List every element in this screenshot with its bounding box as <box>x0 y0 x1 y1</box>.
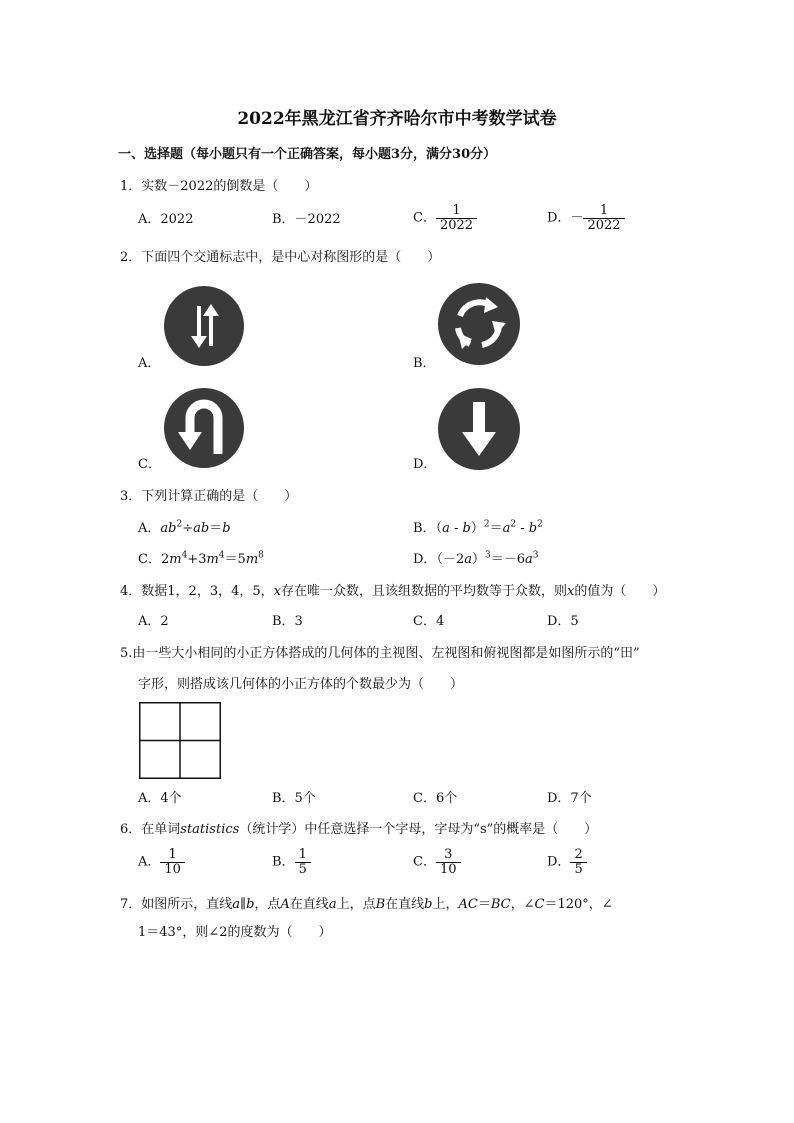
question-4-stem <box>120 584 665 600</box>
exponent: 8 <box>258 550 264 561</box>
exponent: 2 <box>176 519 183 530</box>
exponent: 2 <box>510 519 517 530</box>
tian-grid-figure <box>139 702 221 779</box>
question-2-option-b: B． <box>413 356 436 371</box>
variable: b <box>246 897 255 912</box>
paren: ） <box>470 521 484 536</box>
question-2-stem: 2．下面四个交通标志中，是中心对称图形的是（ ） <box>120 250 441 265</box>
operator: - <box>449 521 463 536</box>
expr: b <box>528 521 538 536</box>
question-6-option-d <box>547 848 587 877</box>
stem-text: 上，点 <box>336 897 376 912</box>
fraction <box>436 848 461 877</box>
fraction <box>570 848 586 877</box>
fraction-numerator: 3 <box>444 847 453 862</box>
variable: B <box>375 897 386 912</box>
option-label: D． <box>547 854 571 870</box>
variable: a <box>328 897 337 912</box>
expr: a <box>464 552 472 567</box>
option-label: B． <box>272 854 295 870</box>
fraction-denominator: 2022 <box>583 218 624 233</box>
stem-text: ，∠ <box>510 897 535 912</box>
exponent: 4 <box>181 550 188 561</box>
question-3-option-c <box>138 552 264 568</box>
minus-sign: － <box>570 210 584 226</box>
stem-text: 上， <box>432 897 459 912</box>
question-5-option-d: D．7个 <box>547 791 592 806</box>
page-title: 2022年黑龙江省齐齐哈尔市中考数学试卷 <box>237 109 557 129</box>
exponent: 2 <box>483 519 490 530</box>
question-5-option-b: B．5个 <box>272 791 316 806</box>
question-3-option-a <box>138 521 231 537</box>
stem-text: （统计学）中任意选择一个字母，字母为“s”的概率是（ ） <box>239 822 598 837</box>
question-2-option-a: A． <box>138 356 161 371</box>
expr: a <box>502 521 511 536</box>
fraction-denominator: 10 <box>436 862 461 877</box>
variable: a <box>232 897 241 912</box>
question-4-option-c: C．4 <box>413 614 445 629</box>
operator: ＝ <box>489 521 503 536</box>
expr: m <box>169 552 182 567</box>
exponent: 2 <box>537 519 543 530</box>
question-5-option-c: C．6个 <box>413 791 458 806</box>
question-2-option-d: D． <box>413 457 437 472</box>
stem-text: 6．在单词 <box>120 822 181 837</box>
section-heading: 一、选择题（每小题只有一个正确答案，每小题3分，满分30分） <box>118 147 497 162</box>
question-7-stem-line2: 1＝43°，则∠2的度数为（ ） <box>138 925 332 940</box>
fraction-denominator: 2022 <box>436 218 477 233</box>
variable: b <box>424 897 433 912</box>
variable: x <box>567 584 575 599</box>
variable: x <box>273 584 281 599</box>
fraction <box>295 848 311 877</box>
question-4-option-d: D．5 <box>547 614 579 629</box>
expr: a <box>442 521 450 536</box>
question-5-stem-line1: 5.由一些大小相同的小正方体搭成的几何体的主视图、左视图和俯视图都是如图所示的“田” <box>120 646 640 661</box>
expr: m <box>245 552 259 567</box>
fraction-numerator: 1 <box>168 847 177 862</box>
question-1-option-c <box>413 204 477 233</box>
question-3-option-d <box>413 552 539 568</box>
stem-text: ∥ <box>240 897 247 912</box>
option-label: B． <box>413 521 436 536</box>
option-label: A． <box>138 854 161 870</box>
exponent: 3 <box>532 550 539 561</box>
question-1-option-d <box>547 204 625 233</box>
coef: 2 <box>160 552 170 567</box>
two-way-arrows-icon <box>164 286 244 366</box>
down-arrow-icon <box>438 388 520 470</box>
paren: （ <box>435 521 443 536</box>
question-2-option-c: C． <box>138 457 161 472</box>
question-6-stem <box>120 822 597 838</box>
question-5-stem-line2: 字形，则搭成该几何体的小正方体的个数最少为（ ） <box>138 677 464 692</box>
expr: ab <box>193 521 210 536</box>
stem-text: ，点 <box>254 897 281 912</box>
word: statistics <box>180 822 240 837</box>
stem-text: 4．数据1，2，3，4，5， <box>120 584 274 599</box>
operator: ＝－6 <box>490 552 526 567</box>
question-6-option-c <box>413 848 461 877</box>
question-4-option-a: A．2 <box>138 614 169 629</box>
operator: - <box>516 521 529 536</box>
paren: （－2 <box>436 552 465 567</box>
fraction-denominator: 10 <box>160 862 185 877</box>
fraction <box>160 848 185 877</box>
fraction <box>583 204 624 233</box>
operator: ＝5 <box>224 552 246 567</box>
option-label: D． <box>413 552 437 567</box>
paren: ） <box>471 552 485 567</box>
question-3-option-b <box>413 521 543 537</box>
option-label: D． <box>547 210 571 226</box>
u-turn-icon <box>164 388 244 468</box>
expr: b <box>222 521 231 536</box>
expr: ab <box>160 521 177 536</box>
expr: a <box>525 552 533 567</box>
option-label: C． <box>413 854 436 870</box>
question-7-stem-line1 <box>120 897 613 913</box>
option-label: A． <box>138 521 161 536</box>
stem-text: 7．如图所示，直线 <box>120 897 233 912</box>
question-1-option-b: B．－2022 <box>272 212 341 227</box>
fraction-numerator: 2 <box>574 847 583 862</box>
fraction <box>436 204 477 233</box>
question-6-option-b <box>272 848 311 877</box>
exponent: 3 <box>485 550 491 561</box>
roundabout-icon <box>438 283 520 365</box>
variable: AC <box>458 897 478 912</box>
fraction-denominator: 5 <box>295 862 311 877</box>
stem-text: ＝120°，∠ <box>544 897 613 912</box>
question-6-option-a <box>138 848 185 877</box>
question-4-option-b: B．3 <box>272 614 303 629</box>
fraction-denominator: 5 <box>570 862 586 877</box>
operator: +3 <box>187 552 207 567</box>
stem-text: 在直线 <box>289 897 329 912</box>
question-1-option-a: A．2022 <box>138 212 194 227</box>
stem-text: 的值为（ ） <box>574 584 666 599</box>
operator: ÷ <box>182 521 194 536</box>
stem-text: 存在唯一众数，且该组数据的平均数等于众数，则 <box>280 584 567 599</box>
question-3-stem: 3．下列计算正确的是（ ） <box>120 489 298 504</box>
option-label: C． <box>138 552 161 567</box>
stem-text: 在直线 <box>385 897 425 912</box>
fraction-numerator: 1 <box>452 203 461 218</box>
question-1-stem: 1．实数－2022的倒数是（ ） <box>120 179 318 194</box>
operator: ＝ <box>209 521 223 536</box>
fraction-numerator: 1 <box>599 203 609 218</box>
variable: C <box>534 897 545 912</box>
exponent: 4 <box>218 550 225 561</box>
variable: A <box>280 897 290 912</box>
expr: b <box>462 521 471 536</box>
fraction-numerator: 1 <box>298 847 307 862</box>
question-5-option-a: A．4个 <box>138 791 182 806</box>
operator: ＝ <box>477 897 491 912</box>
variable: BC <box>490 897 511 912</box>
option-label: C． <box>413 210 436 226</box>
expr: m <box>206 552 219 567</box>
